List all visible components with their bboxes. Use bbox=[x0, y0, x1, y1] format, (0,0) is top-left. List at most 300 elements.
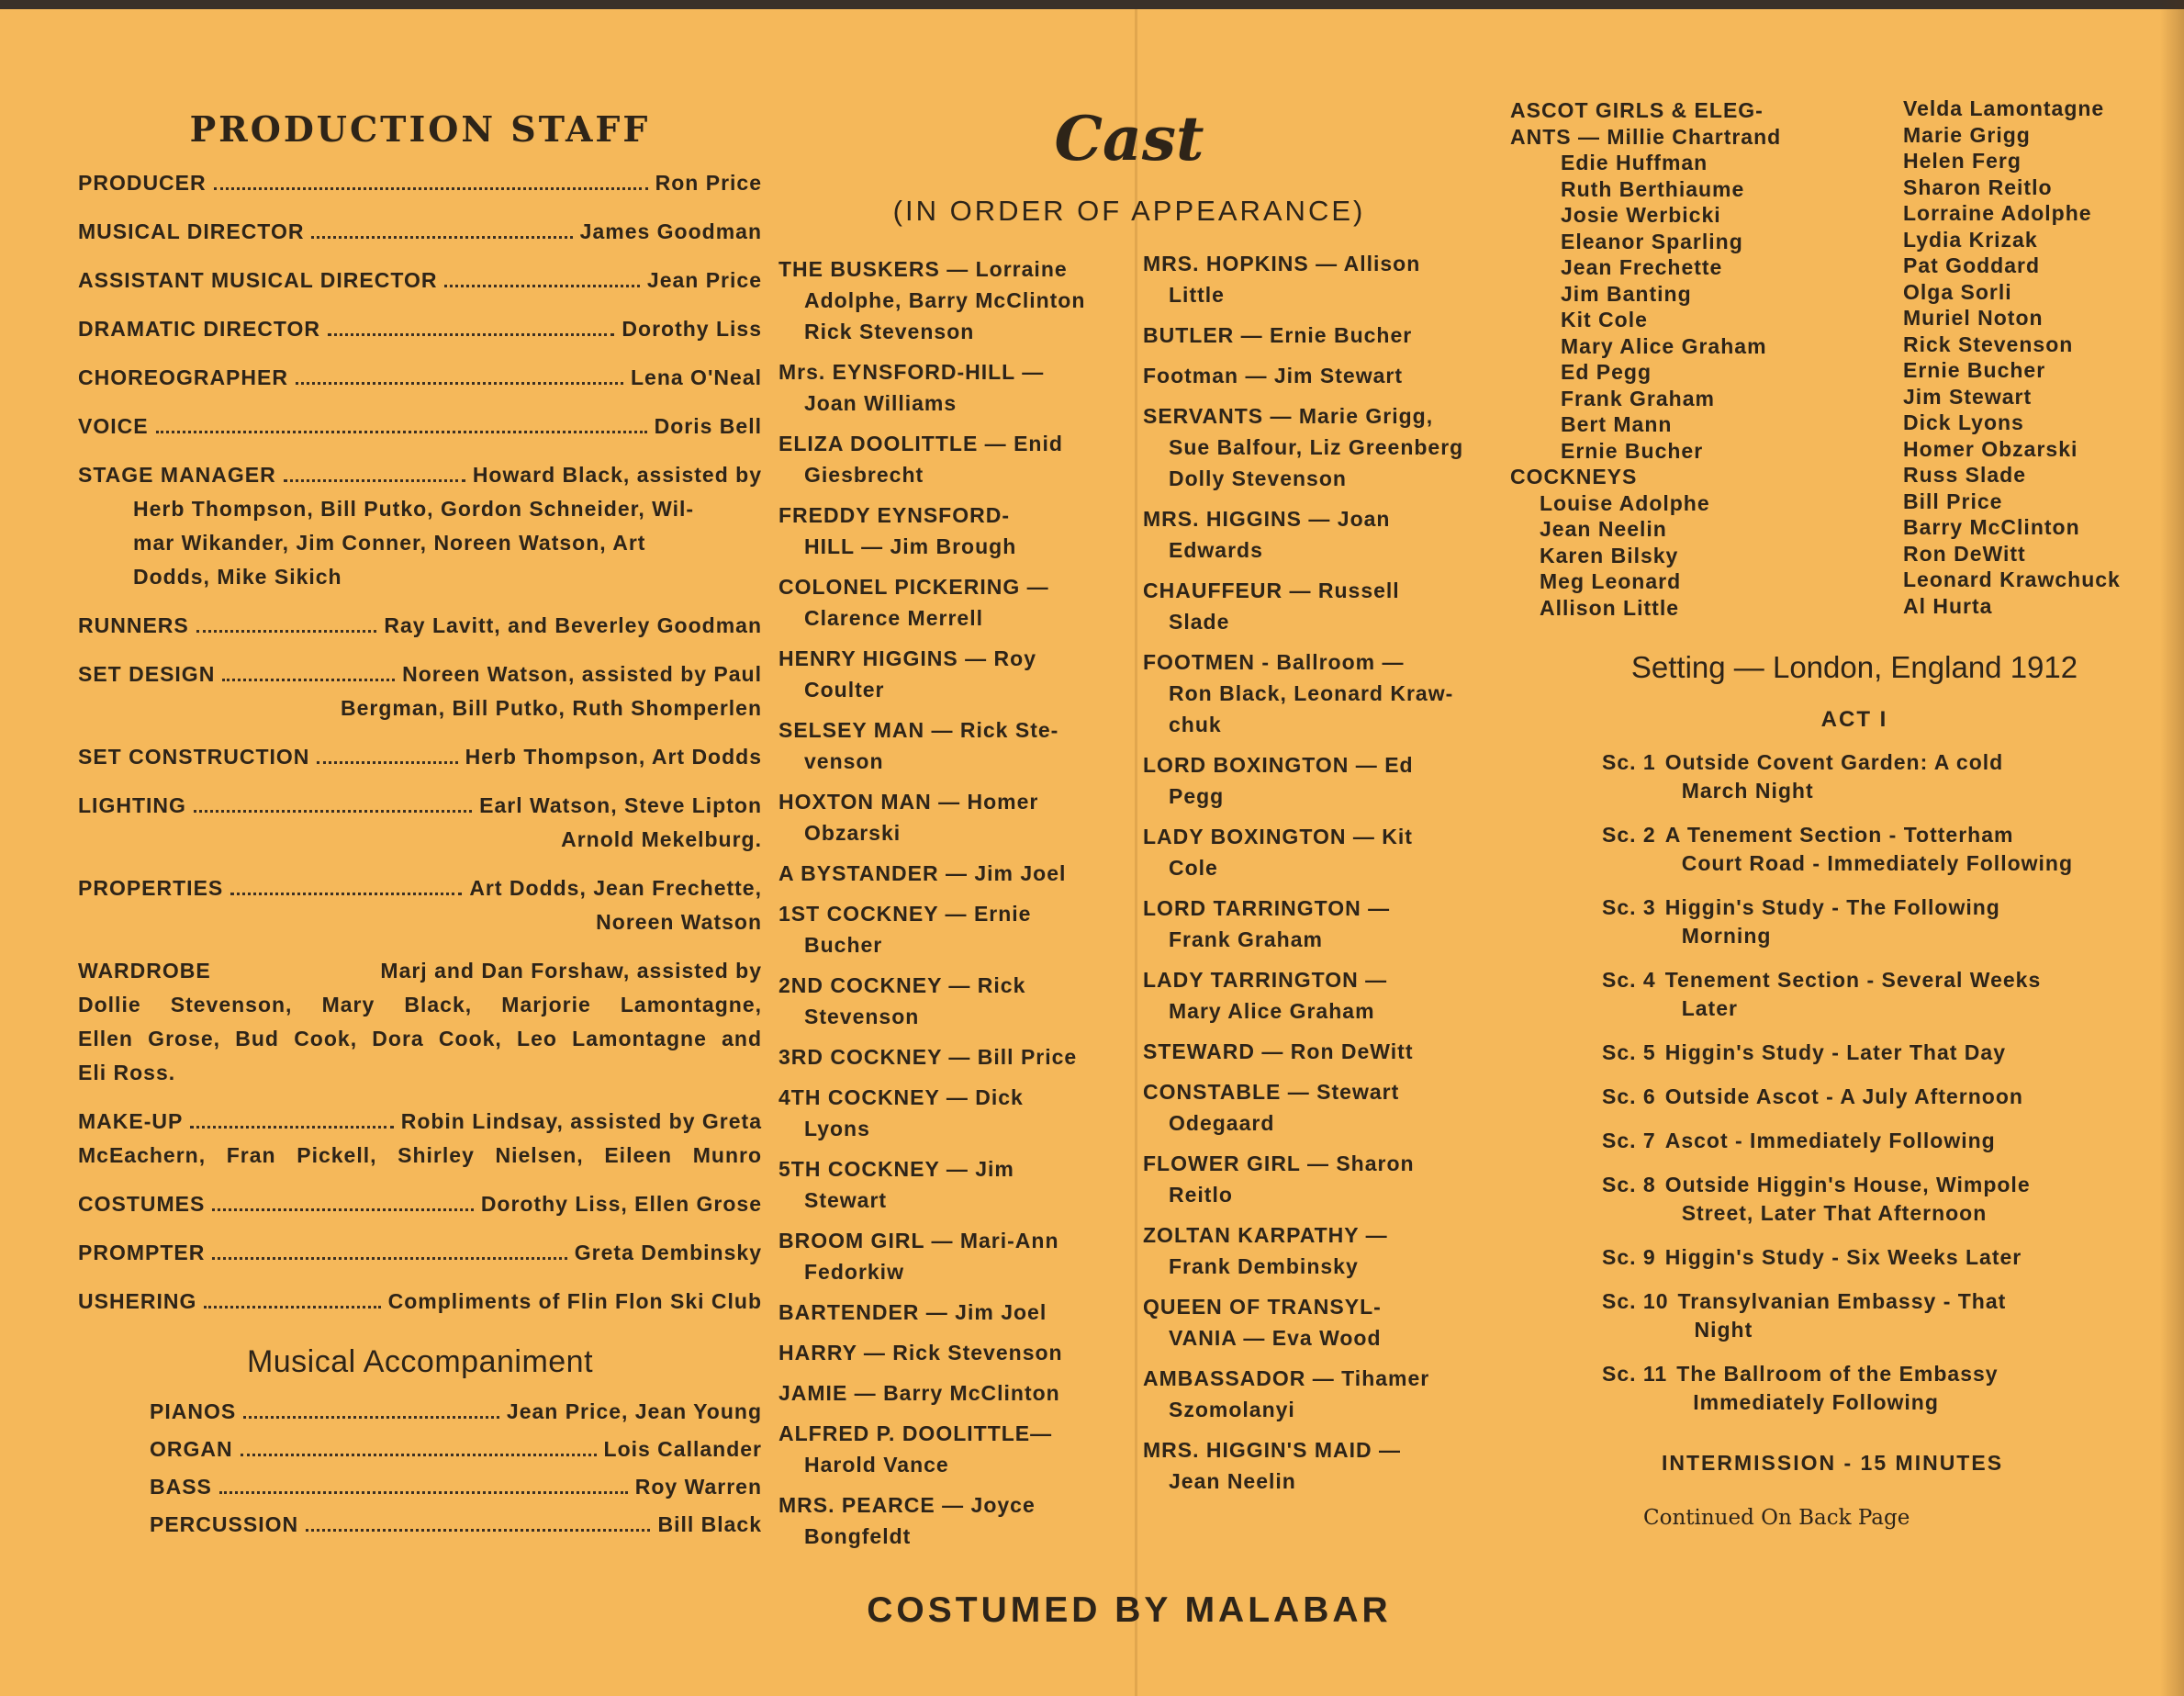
cast-line: Edwards bbox=[1169, 538, 1263, 562]
cast-entry bbox=[1143, 1076, 1492, 1139]
scene-row bbox=[1602, 1360, 2116, 1417]
cockneys-heading: COCKNEYS bbox=[1510, 465, 1638, 489]
cast-line: Mrs. EYNSFORD-HILL — bbox=[778, 360, 1045, 384]
staff-row-line bbox=[78, 410, 762, 444]
cast-line: Frank Graham bbox=[1169, 927, 1323, 951]
costumed-by-credit: COSTUMED BY MALABAR bbox=[867, 1590, 1392, 1630]
setting-title: Setting — London, England 1912 bbox=[1630, 650, 2078, 684]
musical-accompaniment-list bbox=[78, 1393, 762, 1544]
staff-row bbox=[78, 215, 762, 249]
dot-leader bbox=[284, 479, 465, 482]
scene-number: Sc. 7 bbox=[1602, 1129, 1656, 1152]
ensemble-member: Lydia Krizak bbox=[1903, 227, 2038, 252]
dot-leader bbox=[241, 1454, 597, 1456]
staff-role: RUNNERS bbox=[78, 613, 189, 637]
ensemble-member: Mary Alice Graham bbox=[1561, 333, 1767, 358]
staff-row bbox=[78, 1236, 762, 1270]
cast-entry bbox=[1143, 964, 1492, 1027]
staff-name: Lena O'Neal bbox=[630, 365, 762, 389]
staff-name: Earl Watson, Steve Lipton bbox=[479, 793, 762, 817]
staff-row-line bbox=[78, 871, 762, 905]
staff-row bbox=[78, 871, 762, 939]
cast-line: Odegaard bbox=[1169, 1111, 1275, 1135]
cast-line: QUEEN OF TRANSYL- bbox=[1143, 1295, 1382, 1319]
cast-title: Cast bbox=[1054, 103, 1204, 174]
scene-list bbox=[1602, 748, 2116, 1432]
cast-line: FOOTMEN - Ballroom — bbox=[1143, 650, 1405, 674]
staff-row-line bbox=[78, 312, 762, 346]
staff-row bbox=[78, 954, 762, 1090]
cast-line: Frank Dembinsky bbox=[1169, 1254, 1359, 1278]
ensemble-member: Edie Huffman bbox=[1561, 151, 1708, 174]
scene-description bbox=[1665, 1171, 2031, 1228]
music-instrument: PIANOS bbox=[150, 1399, 237, 1423]
cast-entry bbox=[778, 970, 1118, 1032]
scene-row bbox=[1602, 1083, 2116, 1111]
production-staff-title: PRODUCTION STAFF bbox=[189, 108, 651, 150]
cast-line: Stevenson bbox=[804, 1005, 920, 1028]
cast-line: Giesbrecht bbox=[804, 463, 924, 487]
staff-role: PROMPTER bbox=[78, 1241, 206, 1264]
cast-entry bbox=[778, 858, 1118, 889]
cast-entry bbox=[1143, 1219, 1492, 1282]
cast-line: Footman — Jim Stewart bbox=[1143, 364, 1403, 387]
cast-line: BARTENDER — Jim Joel bbox=[778, 1300, 1047, 1324]
staff-row bbox=[78, 1187, 762, 1221]
scene-description bbox=[1665, 966, 2042, 1023]
cast-column-left bbox=[778, 253, 1118, 1561]
staff-row-line bbox=[78, 657, 762, 691]
cast-line: HILL — Jim Brough bbox=[804, 534, 1017, 558]
cast-entry bbox=[1143, 1363, 1492, 1425]
dot-leader bbox=[204, 1306, 380, 1309]
ensemble-member: Bill Price bbox=[1903, 489, 2003, 513]
scene-row bbox=[1602, 821, 2116, 878]
ascot-members bbox=[1510, 150, 1877, 464]
staff-row bbox=[78, 609, 762, 643]
staff-role: PRODUCER bbox=[78, 171, 207, 195]
scene-description bbox=[1676, 1360, 1998, 1417]
ensemble-member: Frank Graham bbox=[1561, 386, 1715, 410]
scene-desc-line: Court Road - Immediately Following bbox=[1681, 851, 2074, 875]
ensemble-member: Ernie Bucher bbox=[1561, 438, 1704, 463]
cast-line: Stewart bbox=[804, 1188, 888, 1212]
scene-desc-line: Street, Later That Afternoon bbox=[1681, 1201, 1988, 1225]
cast-line: Little bbox=[1169, 283, 1225, 307]
staff-name: Jean Price bbox=[646, 268, 762, 292]
cast-line: Bucher bbox=[804, 933, 883, 957]
cast-line: CONSTABLE — Stewart bbox=[1143, 1080, 1400, 1104]
scene-number: Sc. 5 bbox=[1602, 1040, 1656, 1064]
ensemble-member: Bert Mann bbox=[1561, 412, 1673, 436]
cast-line: SELSEY MAN — Rick Ste- bbox=[778, 718, 1059, 742]
scene-desc-line: Tenement Section - Several Weeks bbox=[1664, 968, 2042, 992]
dot-leader bbox=[196, 630, 377, 633]
cast-line: LADY TARRINGTON — bbox=[1143, 968, 1388, 992]
staff-continuation: Dodds, Mike Sikich bbox=[133, 565, 342, 589]
staff-role: WARDROBE bbox=[78, 959, 211, 983]
cast-line: STEWARD — Ron DeWitt bbox=[1143, 1039, 1414, 1063]
scene-description bbox=[1665, 1083, 2023, 1111]
cast-line: Jean Neelin bbox=[1169, 1469, 1296, 1493]
staff-name: Dorothy Liss, Ellen Grose bbox=[480, 1192, 762, 1216]
music-player: Bill Black bbox=[657, 1512, 762, 1536]
staff-row-line bbox=[78, 609, 762, 643]
scene-number: Sc. 9 bbox=[1602, 1245, 1656, 1269]
cast-line: Pegg bbox=[1169, 784, 1225, 808]
scene-description bbox=[1665, 1039, 2006, 1067]
cast-entry bbox=[1143, 821, 1492, 883]
staff-row bbox=[78, 312, 762, 346]
cast-line: Sue Balfour, Liz Greenberg bbox=[1169, 435, 1464, 459]
cast-line: Mary Alice Graham bbox=[1169, 999, 1375, 1023]
staff-role: COSTUMES bbox=[78, 1192, 206, 1216]
staff-row bbox=[78, 789, 762, 857]
staff-row bbox=[78, 657, 762, 725]
staff-row-line bbox=[78, 264, 762, 298]
scene-number: Sc. 2 bbox=[1602, 823, 1656, 847]
dot-leader bbox=[190, 1126, 393, 1129]
scene-desc-line: Higgin's Study - The Following bbox=[1664, 895, 2000, 919]
music-row bbox=[78, 1468, 762, 1506]
scene-desc-line: Ascot - Immediately Following bbox=[1664, 1129, 1996, 1152]
cast-entry bbox=[1143, 400, 1492, 494]
cast-line: Szomolanyi bbox=[1169, 1398, 1295, 1421]
scene-row bbox=[1602, 1243, 2116, 1272]
ensemble-member: Helen Ferg bbox=[1903, 149, 2022, 173]
staff-role: VOICE bbox=[78, 414, 149, 438]
staff-role: ASSISTANT MUSICAL DIRECTOR bbox=[78, 268, 438, 292]
cast-entry bbox=[778, 1041, 1118, 1073]
cast-line: 1ST COCKNEY — Ernie bbox=[778, 902, 1032, 926]
staff-row bbox=[78, 361, 762, 395]
ensemble-member: Al Hurta bbox=[1903, 593, 1993, 618]
ensemble-member: Ed Pegg bbox=[1561, 360, 1652, 384]
ensemble-member: Jim Stewart bbox=[1903, 384, 2033, 409]
staff-row bbox=[78, 1105, 762, 1173]
dot-leader bbox=[219, 1491, 628, 1494]
cast-line: BROOM GIRL — Mari-Ann bbox=[778, 1229, 1059, 1252]
cast-line: ZOLTAN KARPATHY — bbox=[1143, 1223, 1388, 1247]
cast-line: MRS. PEARCE — Joyce bbox=[778, 1493, 1036, 1517]
staff-continuation: mar Wikander, Jim Conner, Noreen Watson, Art bbox=[133, 531, 646, 555]
scene-desc-line: March Night bbox=[1681, 779, 1814, 803]
cast-entry bbox=[778, 1082, 1118, 1144]
cast-entry bbox=[778, 1297, 1118, 1328]
cast-entry bbox=[1143, 749, 1492, 812]
ensemble-member: Kit Cole bbox=[1561, 308, 1648, 331]
staff-continuation: McEachern, Fran Pickell, Shirley Nielsen, Eileen Munro bbox=[78, 1143, 762, 1167]
cast-entry bbox=[778, 428, 1118, 490]
staff-row bbox=[78, 458, 762, 594]
cast-line: SERVANTS — Marie Grigg, bbox=[1143, 404, 1434, 428]
cast-entry bbox=[1143, 1036, 1492, 1067]
cast-line: ELIZA DOOLITTLE — Enid bbox=[778, 432, 1063, 455]
scene-desc-line: Later bbox=[1681, 996, 1738, 1020]
dot-leader bbox=[317, 761, 457, 764]
cast-line: Clarence Merrell bbox=[804, 606, 983, 630]
cast-line: HOXTON MAN — Homer bbox=[778, 790, 1039, 814]
staff-row-line bbox=[78, 215, 762, 249]
cast-line: LADY BOXINGTON — Kit bbox=[1143, 825, 1413, 848]
ascot-heading-line2: ANTS — Millie Chartrand bbox=[1510, 124, 1782, 149]
dot-leader bbox=[156, 431, 647, 433]
ensemble-member: Eleanor Sparling bbox=[1561, 229, 1743, 253]
cast-line: Reitlo bbox=[1169, 1183, 1233, 1207]
cast-line: chuk bbox=[1169, 713, 1222, 736]
ensemble-member: Sharon Reitlo bbox=[1903, 174, 2053, 199]
cast-line: Lyons bbox=[804, 1117, 870, 1140]
ensemble-member: Homer Obzarski bbox=[1903, 436, 2078, 461]
scene-number: Sc. 8 bbox=[1602, 1173, 1656, 1196]
cast-line: HENRY HIGGINS — Roy bbox=[778, 646, 1036, 670]
cast-entry bbox=[778, 643, 1118, 705]
cast-entry bbox=[1143, 360, 1492, 391]
scene-desc-line: Morning bbox=[1681, 924, 1772, 948]
staff-row bbox=[78, 740, 762, 774]
cast-line: Obzarski bbox=[804, 821, 902, 845]
staff-name: Howard Black, assisted by bbox=[472, 463, 762, 487]
scene-description bbox=[1665, 1127, 1996, 1155]
scene-number: Sc. 10 bbox=[1602, 1289, 1669, 1313]
ensemble-member: Jean Neelin bbox=[1540, 517, 1667, 541]
staff-role: MAKE-UP bbox=[78, 1109, 184, 1133]
cast-entry bbox=[778, 500, 1118, 562]
ensemble-member: Rick Stevenson bbox=[1903, 331, 2074, 356]
center-fold bbox=[1135, 9, 1137, 1696]
ensemble-member: Barry McClinton bbox=[1903, 515, 2080, 539]
scene-number: Sc. 1 bbox=[1602, 750, 1656, 774]
cast-line: MRS. HIGGINS — Joan bbox=[1143, 507, 1391, 531]
scene-desc-line: Outside Covent Garden: A cold bbox=[1664, 750, 2004, 774]
cast-line: Cole bbox=[1169, 856, 1218, 880]
scene-description bbox=[1665, 748, 2004, 805]
cast-entry bbox=[778, 1418, 1118, 1480]
staff-role: DRAMATIC DIRECTOR bbox=[78, 317, 321, 341]
staff-name: Ray Lavitt, and Beverley Goodman bbox=[384, 613, 762, 637]
cockneys-members bbox=[1510, 490, 1877, 622]
staff-role: LIGHTING bbox=[78, 793, 186, 817]
staff-role: SET CONSTRUCTION bbox=[78, 745, 310, 769]
staff-row-line bbox=[78, 458, 762, 492]
dot-leader bbox=[214, 187, 648, 190]
music-player: Lois Callander bbox=[603, 1437, 762, 1461]
dot-leader bbox=[212, 1257, 566, 1260]
ensemble-member: Ernie Bucher bbox=[1903, 358, 2046, 382]
cast-line: LORD BOXINGTON — Ed bbox=[1143, 753, 1414, 777]
scene-desc-line: Outside Higgin's House, Wimpole bbox=[1664, 1173, 2031, 1196]
staff-row bbox=[78, 264, 762, 298]
cast-line: CHAUFFEUR — Russell bbox=[1143, 578, 1400, 602]
music-player: Roy Warren bbox=[634, 1475, 762, 1499]
dot-leader bbox=[222, 679, 395, 681]
ensemble-member: Velda Lamontagne bbox=[1903, 96, 2105, 120]
cast-entry bbox=[778, 1377, 1118, 1409]
ensemble-member: Leonard Krawchuck bbox=[1903, 567, 2121, 591]
ensemble-member: Dick Lyons bbox=[1903, 410, 2024, 434]
act-title: ACT I bbox=[1820, 707, 1888, 732]
cast-line: A BYSTANDER — Jim Joel bbox=[778, 861, 1067, 885]
scene-desc-line: Higgin's Study - Later That Day bbox=[1664, 1040, 2007, 1064]
cast-line: FREDDY EYNSFORD- bbox=[778, 503, 1010, 527]
staff-row-line bbox=[78, 166, 762, 200]
intermission-note: INTERMISSION - 15 MINUTES bbox=[1662, 1451, 2004, 1475]
cast-entry bbox=[1143, 1291, 1492, 1353]
cast-entry bbox=[1143, 575, 1492, 637]
staff-continuation: Dollie Stevenson, Mary Black, Marjorie Lamontagne, bbox=[78, 993, 762, 1016]
ensemble-member: Jim Banting bbox=[1561, 281, 1692, 306]
scene-desc-line: The Ballroom of the Embassy bbox=[1676, 1362, 1999, 1386]
scene-row bbox=[1602, 748, 2116, 805]
cast-line: HARRY — Rick Stevenson bbox=[778, 1341, 1063, 1365]
cast-line: Harold Vance bbox=[804, 1453, 949, 1477]
cast-entry bbox=[1143, 1434, 1492, 1497]
cast-line: AMBASSADOR — Tihamer bbox=[1143, 1366, 1430, 1390]
scene-desc-line: Higgin's Study - Six Weeks Later bbox=[1664, 1245, 2022, 1269]
cast-line: Dolly Stevenson bbox=[1169, 466, 1347, 490]
dot-leader bbox=[296, 382, 623, 385]
staff-role: USHERING bbox=[78, 1289, 197, 1313]
cast-line: Slade bbox=[1169, 610, 1230, 634]
cast-line: VANIA — Eva Wood bbox=[1169, 1326, 1382, 1350]
cast-line: ALFRED P. DOOLITTLE— bbox=[778, 1421, 1053, 1445]
cast-line: Ron Black, Leonard Kraw- bbox=[1169, 681, 1454, 705]
staff-continuation: Herb Thompson, Bill Putko, Gordon Schneider, Wil- bbox=[133, 497, 695, 521]
cast-line: 2ND COCKNEY — Rick bbox=[778, 973, 1026, 997]
production-staff-section bbox=[78, 108, 762, 1544]
scene-description bbox=[1665, 893, 2000, 950]
ascot-heading-line1: ASCOT GIRLS & ELEG- bbox=[1510, 98, 1764, 122]
staff-role: MUSICAL DIRECTOR bbox=[78, 219, 305, 243]
ensemble-member: Jean Frechette bbox=[1561, 255, 1723, 279]
scene-description bbox=[1678, 1287, 2007, 1344]
cast-line: THE BUSKERS — Lorraine bbox=[778, 257, 1068, 281]
cast-entry bbox=[1143, 1148, 1492, 1210]
staff-continuation: Bergman, Bill Putko, Ruth Shomperlen bbox=[341, 696, 762, 720]
scene-number: Sc. 11 bbox=[1602, 1362, 1668, 1386]
staff-name: James Goodman bbox=[579, 219, 762, 243]
staff-name: Marj and Dan Forshaw, assisted by bbox=[380, 959, 762, 983]
ensemble-member: Karen Bilsky bbox=[1540, 543, 1679, 567]
musical-accompaniment-title: Musical Accompaniment bbox=[246, 1344, 594, 1379]
cast-line: FLOWER GIRL — Sharon bbox=[1143, 1151, 1415, 1175]
staff-continuation: Noreen Watson bbox=[596, 910, 762, 934]
scene-number: Sc. 3 bbox=[1602, 895, 1656, 919]
cast-entry bbox=[778, 1489, 1118, 1552]
ensemble-member: Lorraine Adolphe bbox=[1903, 201, 2092, 225]
scene-number: Sc. 4 bbox=[1602, 968, 1656, 992]
staff-name: Noreen Watson, assisted by Paul bbox=[402, 662, 762, 686]
cast-entry bbox=[778, 1225, 1118, 1287]
ensemble-member: Allison Little bbox=[1540, 595, 1679, 620]
staff-continuation: Ellen Grose, Bud Cook, Dora Cook, Leo Lamontagne and bbox=[78, 1027, 762, 1050]
scene-description bbox=[1665, 821, 2073, 878]
dot-leader bbox=[230, 893, 462, 895]
scene-number: Sc. 6 bbox=[1602, 1084, 1656, 1108]
ensemble-member: Olga Sorli bbox=[1903, 279, 2012, 304]
scene-desc-line: Outside Ascot - A July Afternoon bbox=[1664, 1084, 2023, 1108]
ensemble-member: Josie Werbicki bbox=[1561, 203, 1721, 227]
dot-leader bbox=[311, 236, 572, 239]
staff-continuation: Eli Ross. bbox=[78, 1061, 176, 1084]
scene-row bbox=[1602, 1287, 2116, 1344]
staff-row-line bbox=[78, 1285, 762, 1319]
cast-line: Joan Williams bbox=[804, 391, 958, 415]
scene-desc-line: A Tenement Section - Totterham bbox=[1664, 823, 2014, 847]
staff-role: SET DESIGN bbox=[78, 662, 216, 686]
ensemble-member: Ron DeWitt bbox=[1903, 541, 2026, 566]
staff-name: Robin Lindsay, assisted by Greta bbox=[400, 1109, 762, 1133]
cast-line: Coulter bbox=[804, 678, 885, 702]
cast-entry bbox=[778, 898, 1118, 960]
dot-leader bbox=[243, 1416, 499, 1419]
cast-line: Fedorkiw bbox=[804, 1260, 904, 1284]
staff-name: Compliments of Flin Flon Ski Club bbox=[387, 1289, 762, 1313]
dot-leader bbox=[328, 333, 614, 336]
ensemble-member: Louise Adolphe bbox=[1540, 490, 1710, 515]
staff-row-line bbox=[78, 740, 762, 774]
staff-row bbox=[78, 1285, 762, 1319]
cast-entry bbox=[778, 714, 1118, 777]
cast-line: LORD TARRINGTON — bbox=[1143, 896, 1391, 920]
music-row bbox=[78, 1393, 762, 1431]
ensemble-column-right bbox=[1903, 95, 2178, 619]
cast-entry bbox=[1143, 320, 1492, 351]
ensemble-member: Ruth Berthiaume bbox=[1561, 176, 1745, 201]
staff-row bbox=[78, 166, 762, 200]
cast-column-right bbox=[1143, 248, 1492, 1506]
ensemble-member: Muriel Noton bbox=[1903, 306, 2044, 330]
ensemble-member: Meg Leonard bbox=[1540, 569, 1682, 593]
staff-name: Dorothy Liss bbox=[622, 317, 762, 341]
cast-line: venson bbox=[804, 749, 884, 773]
music-instrument: PERCUSSION bbox=[150, 1512, 299, 1536]
staff-row-line bbox=[78, 1187, 762, 1221]
staff-row-line bbox=[78, 1105, 762, 1139]
cast-line: MRS. HIGGIN'S MAID — bbox=[1143, 1438, 1402, 1462]
cast-entry bbox=[778, 1337, 1118, 1368]
staff-row-line bbox=[78, 789, 762, 823]
cast-entry bbox=[778, 1153, 1118, 1216]
cast-entry bbox=[1143, 503, 1492, 566]
dot-leader bbox=[444, 285, 639, 287]
scene-description bbox=[1665, 1243, 2022, 1272]
staff-name: Doris Bell bbox=[654, 414, 762, 438]
ensemble-member: Pat Goddard bbox=[1903, 253, 2041, 277]
dot-leader bbox=[306, 1529, 650, 1532]
music-instrument: ORGAN bbox=[150, 1437, 233, 1461]
cast-entry bbox=[778, 571, 1118, 634]
cast-line: 5TH COCKNEY — Jim bbox=[778, 1157, 1014, 1181]
cast-entry bbox=[778, 786, 1118, 848]
staff-row bbox=[78, 410, 762, 444]
music-row bbox=[78, 1431, 762, 1468]
cast-entry bbox=[1143, 248, 1492, 310]
music-instrument: BASS bbox=[150, 1475, 212, 1499]
cast-line: JAMIE — Barry McClinton bbox=[778, 1381, 1060, 1405]
scene-desc-line: Night bbox=[1694, 1318, 1753, 1342]
scene-row bbox=[1602, 1039, 2116, 1067]
staff-continuation: Arnold Mekelburg. bbox=[561, 827, 762, 851]
staff-list bbox=[78, 166, 762, 1319]
staff-role: CHOREOGRAPHER bbox=[78, 365, 288, 389]
dot-leader bbox=[212, 1208, 473, 1211]
cast-entry bbox=[778, 253, 1118, 347]
cast-line: Rick Stevenson bbox=[804, 320, 975, 343]
cast-subtitle: (IN ORDER OF APPEARANCE) bbox=[892, 195, 1366, 227]
scene-row bbox=[1602, 966, 2116, 1023]
staff-role: STAGE MANAGER bbox=[78, 463, 276, 487]
